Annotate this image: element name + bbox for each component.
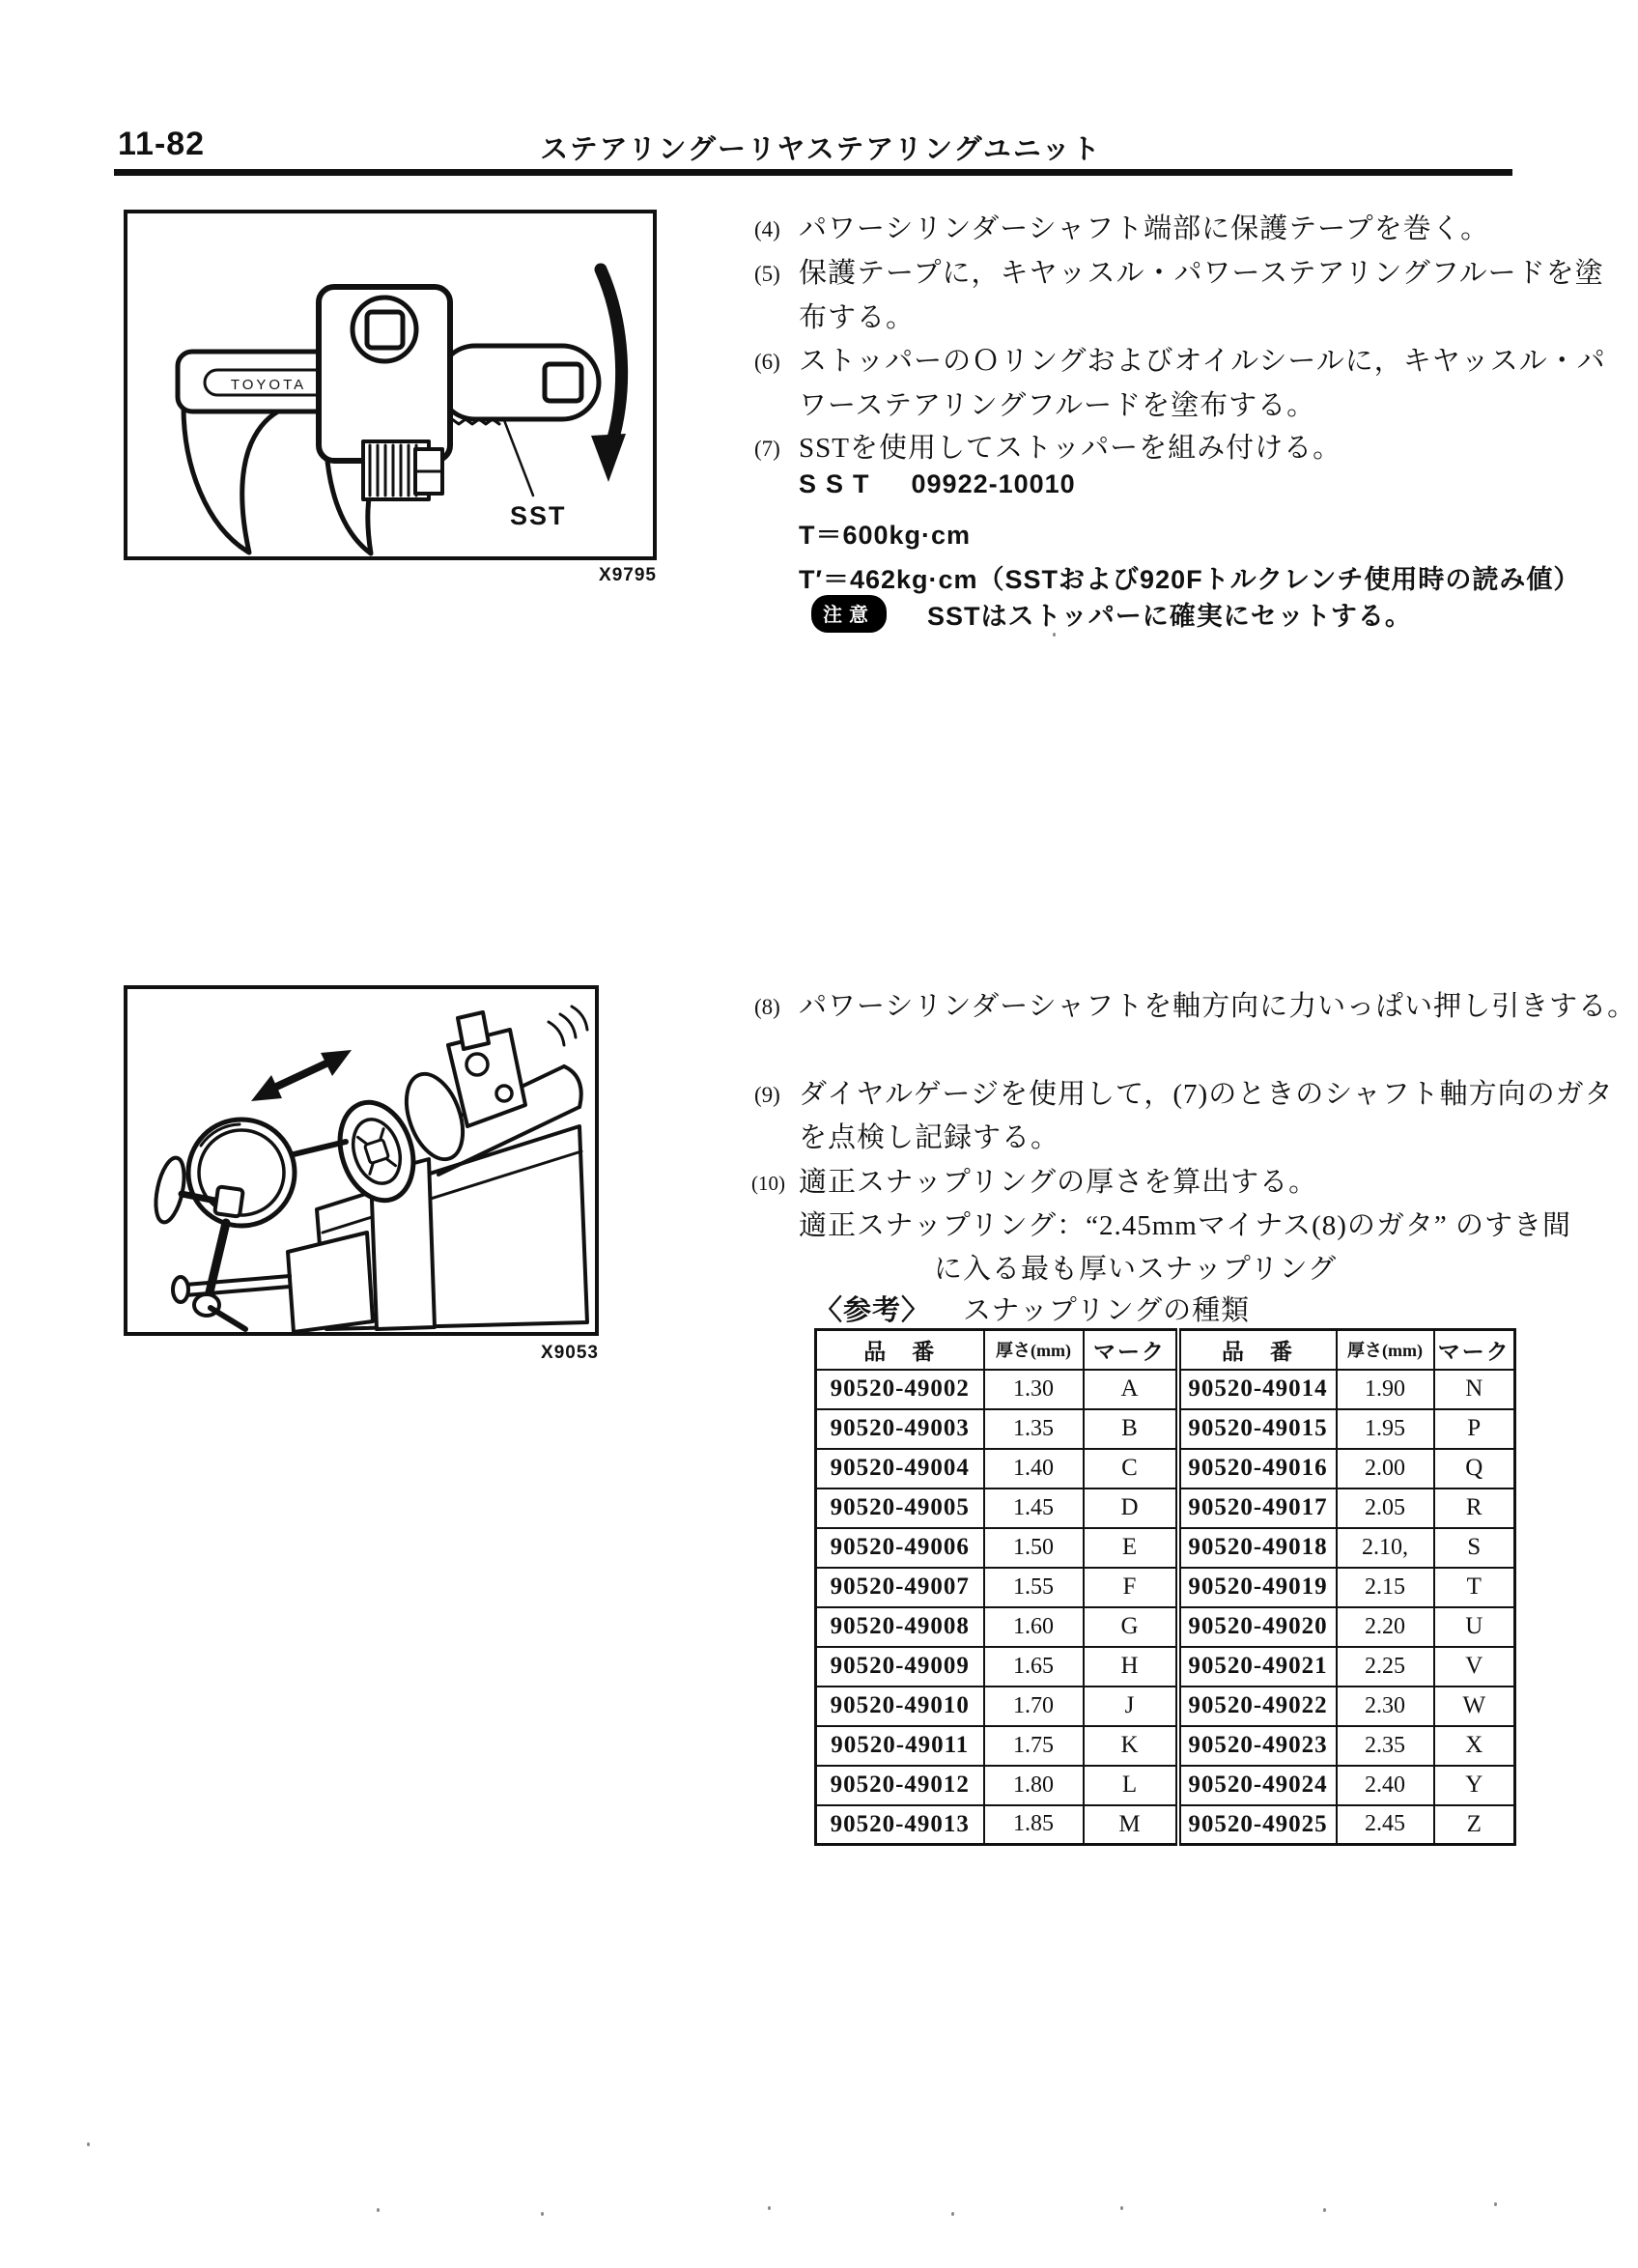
table-row [816,1726,1515,1766]
mark-cell: Q [1434,1449,1515,1488]
table-row [816,1528,1515,1568]
table-row [816,1647,1515,1687]
mark-cell: K [1084,1726,1178,1766]
gauge-plunger [290,1142,346,1155]
table-row [816,1766,1515,1805]
step-8 [754,984,1636,1024]
part-number-cell: 90520-49002 [816,1370,984,1409]
clamp-block [288,1233,373,1332]
snap-ring-table [814,1328,1516,1846]
thickness-cell: 2.15 [1337,1568,1434,1607]
mark-cell: P [1434,1409,1515,1449]
step-7-text: SSTを使用してストッパーを組み付ける。 [799,433,1342,464]
figure2-code: X9053 [541,1343,599,1363]
part-number-cell: 90520-49006 [816,1528,984,1568]
step-8-number: (8) [754,995,780,1019]
table-row [816,1568,1515,1607]
reference-label: 〈参考〉 [814,1295,931,1326]
thickness-cell: 2.35 [1337,1726,1434,1766]
table-row [816,1370,1515,1409]
part-number-cell: 90520-49009 [816,1647,984,1687]
part-number-cell: 90520-49004 [816,1449,984,1488]
thickness-cell: 1.55 [984,1568,1084,1607]
mark-cell: G [1084,1607,1178,1647]
step-9-cont: を点検し記録する。 [799,1122,1060,1153]
reference-text: スナップリングの種類 [963,1295,1251,1326]
part-number-cell: 90520-49019 [1178,1568,1337,1607]
step-7 [754,426,1341,466]
part-number-cell: 90520-49011 [816,1726,984,1766]
thickness-cell: 2.20 [1337,1607,1434,1647]
part-number-cell: 90520-49024 [1178,1766,1337,1805]
mark-cell: J [1084,1687,1178,1726]
col-header-mark: マーク [1084,1330,1178,1370]
step-9-number: (9) [754,1083,780,1107]
thickness-cell: 1.45 [984,1488,1084,1528]
torque-spec-sst: T′＝462kg·cm（SSTおよび920Fトルクレンチ使用時の読み値） [799,565,1581,594]
wrench-fixed-jaw [184,407,284,553]
step-8-text: パワーシリンダーシャフトを軸方向に力いっぱい押し引きする。 [799,991,1637,1022]
step-5 [754,251,1604,291]
part-number-cell: 90520-49010 [816,1687,984,1726]
part-number-cell: 90520-49008 [816,1607,984,1647]
sst-leader-line [504,420,533,496]
sst-spec [799,469,1076,499]
thickness-cell: 2.10, [1337,1528,1434,1568]
wrench-top-square [367,312,403,348]
step-6 [754,339,1606,379]
mark-cell: X [1434,1726,1515,1766]
thickness-cell: 1.70 [984,1687,1084,1726]
thickness-cell: 2.30 [1337,1687,1434,1726]
thickness-cell: 1.60 [984,1607,1084,1647]
step-5-cont: 布する。 [799,302,916,333]
mark-cell: D [1084,1488,1178,1528]
stand-knob [151,1155,189,1225]
step-9-text: ダイヤルゲージを使用して，(7)のときのシャフト軸方向のガタ [799,1079,1614,1110]
thickness-cell: 1.80 [984,1766,1084,1805]
col-header-thickness: 厚さ(mm) [984,1330,1084,1370]
part-number-cell: 90520-49014 [1178,1370,1337,1409]
table-row [816,1805,1515,1845]
part-number-cell: 90520-49015 [1178,1409,1337,1449]
step-4-text: パワーシリンダーシャフト端部に保護テープを巻く。 [799,213,1490,244]
toyota-brand-text: TOYOTA [230,377,307,393]
gauge-stand-arm [209,1223,226,1296]
caution-badge: 注意 [811,595,887,633]
thickness-cell: 1.65 [984,1647,1084,1687]
part-number-cell: 90520-49013 [816,1805,984,1845]
mark-cell: U [1434,1607,1515,1647]
step-10 [751,1160,1317,1200]
torque-spec: T＝600kg·cm [799,521,972,550]
part-number-cell: 90520-49012 [816,1766,984,1805]
part-number-cell: 90520-49007 [816,1568,984,1607]
col-header-mark-2: マーク [1434,1330,1515,1370]
thickness-cell: 2.40 [1337,1766,1434,1805]
figure-dial-gauge [124,985,599,1336]
mark-cell: C [1084,1449,1178,1488]
figure-sst-wrench [124,210,657,560]
mark-cell: Y [1434,1766,1515,1805]
step-10-text: 適正スナップリングの厚さを算出する。 [799,1167,1318,1198]
col-header-part-number-2: 品 番 [1178,1330,1337,1370]
step-10-number: (10) [751,1172,785,1195]
dial-gauge-illustration [127,989,595,1332]
reference-line [814,1289,1250,1328]
page-title: ステアリングーリヤステアリングユニット [540,134,1102,165]
part-number-cell: 90520-49025 [1178,1805,1337,1845]
rotate-arrow-head [591,434,626,482]
thickness-cell: 2.05 [1337,1488,1434,1528]
step-6-text: ストッパーのＯリングおよびオイルシールに，キヤッスル・パ [799,346,1606,377]
part-number-cell: 90520-49023 [1178,1726,1337,1766]
part-number-cell: 90520-49017 [1178,1488,1337,1528]
thickness-cell: 1.90 [1337,1370,1434,1409]
mark-cell: Z [1434,1805,1515,1845]
table-row [816,1687,1515,1726]
sst-label: SST [510,501,567,530]
step-4-number: (4) [754,217,780,241]
rotate-arrow [601,269,622,441]
thickness-cell: 1.75 [984,1726,1084,1766]
vise-screw [185,1276,290,1285]
thickness-cell: 2.45 [1337,1805,1434,1845]
table-row [816,1409,1515,1449]
part-number-cell: 90520-49018 [1178,1528,1337,1568]
caution-text: SSTはストッパーに確実にセットする。 [927,602,1412,631]
part-number-cell: 90520-49021 [1178,1647,1337,1687]
mark-cell: A [1084,1370,1178,1409]
part-number-cell: 90520-49003 [816,1409,984,1449]
mark-cell: T [1434,1568,1515,1607]
shaft-hatch [549,1006,587,1045]
wrench-illustration [127,213,653,556]
mark-cell: S [1434,1528,1515,1568]
mark-cell: H [1084,1647,1178,1687]
thickness-cell: 1.30 [984,1370,1084,1409]
sst-spec-value: 09922-10010 [911,469,1076,498]
thickness-cell: 1.50 [984,1528,1084,1568]
part-number-cell: 90520-49016 [1178,1449,1337,1488]
step-5-text: 保護テープに，キヤッスル・パワーステアリングフルードを塗 [799,258,1604,289]
header-rule [114,169,1512,176]
thickness-cell: 1.85 [984,1805,1084,1845]
step-6-number: (6) [754,350,780,374]
mark-cell: B [1084,1409,1178,1449]
thickness-cell: 1.40 [984,1449,1084,1488]
step-10-l2: 適正スナップリング：“2.45mmマイナス(8)のガタ” のすき間 [799,1210,1572,1241]
mark-cell: L [1084,1766,1178,1805]
push-pull-arrow [272,1062,330,1089]
thickness-cell: 2.00 [1337,1449,1434,1488]
col-header-thickness-2: 厚さ(mm) [1337,1330,1434,1370]
col-header-part-number: 品 番 [816,1330,984,1370]
step-4 [754,207,1489,246]
step-9 [754,1072,1614,1112]
mark-cell: M [1084,1805,1178,1845]
mark-cell: E [1084,1528,1178,1568]
mark-cell: F [1084,1568,1178,1607]
page-number: 11-82 [118,126,206,162]
wrench-square-hole-right [545,364,581,401]
caution-note [811,595,1412,633]
thickness-cell: 1.35 [984,1409,1084,1449]
mark-cell: N [1434,1370,1515,1409]
step-5-number: (5) [754,262,780,286]
figure1-code: X9795 [599,565,657,585]
step-6-cont: ワーステアリングフルードを塗布する。 [799,390,1316,421]
part-number-cell: 90520-49020 [1178,1607,1337,1647]
table-header-row [816,1330,1515,1370]
table-row [816,1449,1515,1488]
step-10-l3: に入る最も厚いスナップリング [934,1254,1338,1285]
part-number-cell: 90520-49005 [816,1488,984,1528]
table-row [816,1488,1515,1528]
step-7-number: (7) [754,437,780,461]
sst-spec-label: SST [799,469,879,498]
table-row [816,1607,1515,1647]
mark-cell: R [1434,1488,1515,1528]
thickness-cell: 1.95 [1337,1409,1434,1449]
thickness-cell: 2.25 [1337,1647,1434,1687]
mark-cell: W [1434,1687,1515,1726]
mark-cell: V [1434,1647,1515,1687]
part-number-cell: 90520-49022 [1178,1687,1337,1726]
